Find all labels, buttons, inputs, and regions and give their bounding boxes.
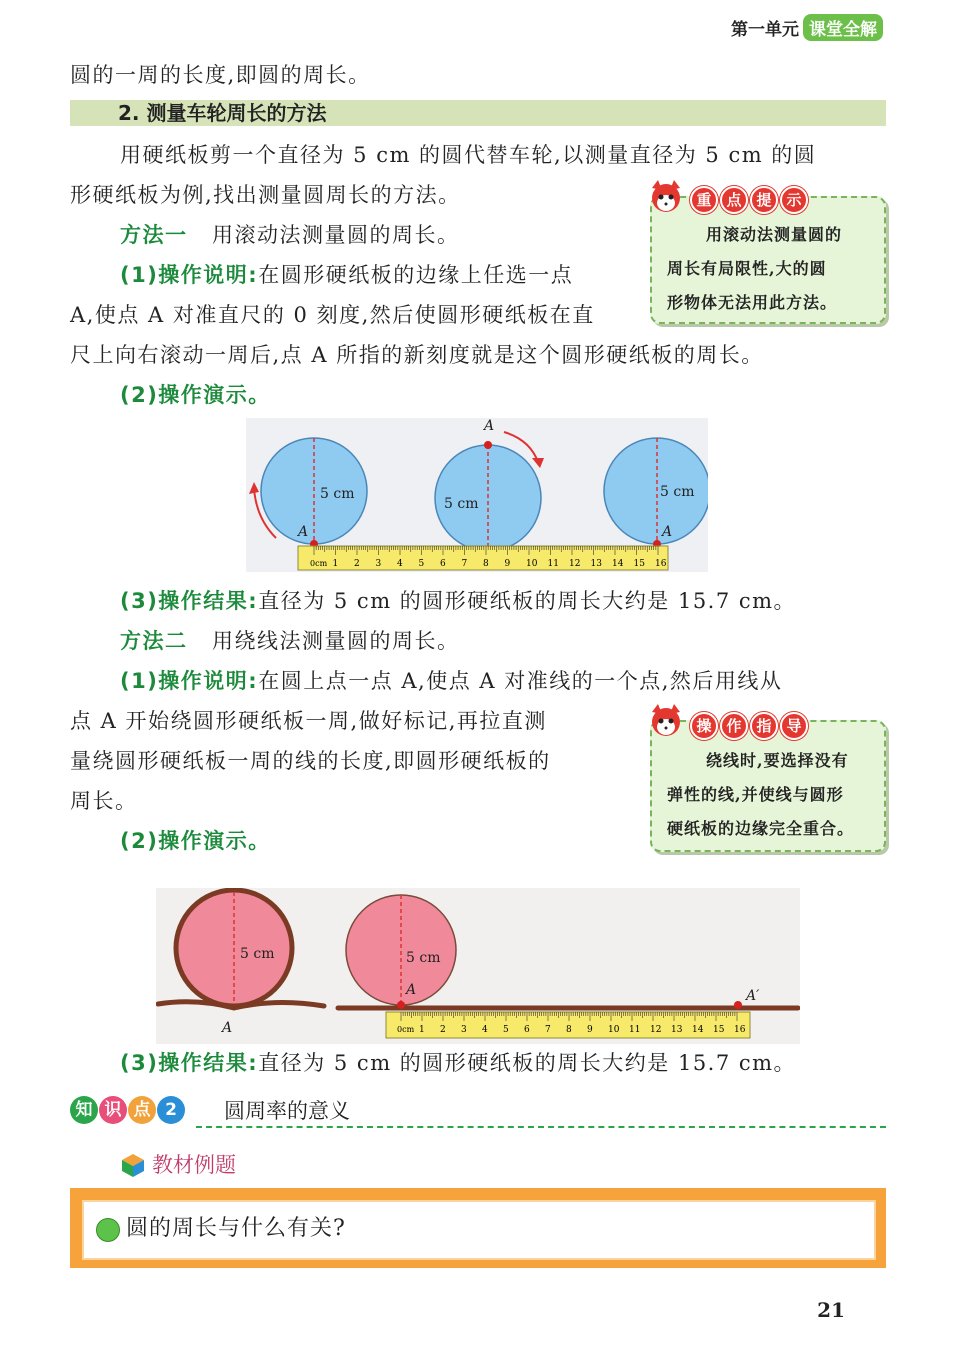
method2-step2	[120, 826, 271, 856]
tip2-line1: 绕线时,要选择没有	[706, 751, 849, 770]
ruler-tick-label: 7	[545, 1025, 551, 1035]
method1-step3-label: (3)操作结果:	[120, 589, 259, 613]
ruler-tick-label: 11	[629, 1025, 641, 1035]
ruler-unit-label: 0cm	[310, 559, 328, 568]
ruler-tick-label: 13	[671, 1025, 683, 1035]
method1-step1	[120, 260, 573, 290]
knowledge-point-title: 圆周率的意义	[224, 1099, 350, 1123]
ruler-tick-label: 8	[483, 559, 489, 569]
section-title: 2. 测量车轮周长的方法	[118, 101, 327, 125]
ruler-tick-label: 2	[354, 559, 360, 569]
method2-line	[120, 626, 460, 656]
ruler-tick-label: 3	[461, 1025, 467, 1035]
ruler-tick-label: 14	[692, 1025, 704, 1035]
tip2-line3: 硬纸板的边缘完全重合。	[667, 819, 855, 838]
tip2-char-4: 导	[780, 712, 808, 740]
ruler-tick-label: 1	[332, 559, 339, 569]
method1-line	[120, 220, 460, 250]
intro-line: 圆的一周的长度,即圆的周长。	[70, 63, 371, 87]
ruler-tick-label: 16	[655, 559, 667, 569]
kp-char-3: 点	[128, 1096, 156, 1124]
kp-number: 2	[157, 1096, 185, 1124]
ruler-tick-label: 9	[587, 1025, 593, 1035]
knowledge-point-divider	[196, 1126, 886, 1128]
winding-point-a-2: A	[406, 982, 417, 998]
unit-label: 第一单元	[731, 20, 799, 40]
method1-text: 用滚动法测量圆的周长。	[212, 223, 460, 247]
tip2-char-2: 作	[720, 712, 748, 740]
page-number: 21	[817, 1298, 845, 1322]
ruler-tick-label: 12	[650, 1025, 662, 1035]
method1-step2-label: (2)操作演示。	[120, 383, 271, 407]
ruler-tick-label: 4	[482, 1025, 488, 1035]
tip1-line1: 用滚动法测量圆的	[706, 225, 843, 244]
ruler-tick-label: 6	[440, 559, 446, 569]
method2-step3-label: (3)操作结果:	[120, 1051, 259, 1075]
method1-step3	[120, 586, 796, 616]
ruler-tick-label: 15	[713, 1025, 725, 1035]
method1-step2	[120, 380, 271, 410]
method1-step1-text: 在圆形硬纸板的边缘上任选一点	[258, 263, 574, 287]
method2-step1-line4: 周长。	[70, 789, 138, 813]
method1-label: 方法一	[120, 223, 188, 247]
tip2-header	[690, 712, 810, 740]
method1-step1-label: (1)操作说明:	[120, 263, 259, 287]
method1-step1-line2: A,使点 A 对准直尺的 0 刻度,然后使圆形硬纸板在直	[70, 303, 595, 327]
ruler-tick-label: 5	[418, 559, 425, 569]
method2-text: 用绕线法测量圆的周长。	[212, 629, 460, 653]
ruler-tick-label: 6	[524, 1025, 530, 1035]
winding-point-a-prime: A′	[746, 988, 760, 1004]
ruler-tick-label: 16	[734, 1025, 746, 1035]
rolling-point-a-middle: A	[484, 418, 495, 434]
unit-header	[731, 14, 883, 41]
rolling-method-figure	[246, 418, 708, 572]
method2-step2-label: (2)操作演示。	[120, 829, 271, 853]
tip1-char-1: 重	[690, 186, 718, 214]
method2-step1-line3: 量绕圆形硬纸板一周的线的长度,即圆形硬纸板的	[70, 749, 551, 773]
unit-badge: 课堂全解	[803, 14, 883, 41]
kp-char-2: 识	[99, 1096, 127, 1124]
example-question: 圆的周长与什么有关?	[126, 1216, 346, 1241]
ruler-tick-label: 9	[504, 559, 511, 569]
ruler-tick-label: 2	[440, 1025, 446, 1035]
tip1-char-4: 示	[780, 186, 808, 214]
winding-method-figure	[156, 888, 800, 1044]
method2-label: 方法二	[120, 629, 188, 653]
method2-step1-label: (1)操作说明:	[120, 669, 259, 693]
method2-step3	[120, 1048, 796, 1078]
tip1-line2: 周长有局限性,大的圆	[667, 259, 827, 278]
ruler-tick-label: 10	[526, 559, 538, 569]
rolling-diameter-label-2: 5 cm	[444, 496, 479, 512]
ruler-unit-label: 0cm	[397, 1025, 415, 1034]
tip2-line2: 弹性的线,并使线与圆形	[667, 785, 844, 804]
para1-line1: 用硬纸板剪一个直径为 5 cm 的圆代替车轮,以测量直径为 5 cm 的圆	[120, 143, 817, 167]
tip2-char-3: 指	[750, 712, 778, 740]
winding-point-a-1: A	[222, 1020, 233, 1036]
rolling-diameter-label-1: 5 cm	[320, 486, 355, 502]
method2-step3-text: 直径为 5 cm 的圆形硬纸板的周长大约是 15.7 cm。	[258, 1051, 797, 1075]
green-dot-icon	[96, 1218, 120, 1242]
tip2-char-1: 操	[690, 712, 718, 740]
fox-mascot-icon	[648, 704, 684, 738]
kp-char-1: 知	[70, 1096, 98, 1124]
ruler-tick-label: 4	[397, 559, 403, 569]
tip1-char-3: 提	[750, 186, 778, 214]
winding-diameter-label-1: 5 cm	[240, 946, 275, 962]
tip1-header	[690, 186, 810, 214]
knowledge-point-heading	[70, 1096, 186, 1124]
ruler-tick-label: 5	[503, 1025, 509, 1035]
rolling-point-a-end: A	[662, 524, 673, 540]
tip1-char-2: 点	[720, 186, 748, 214]
rolling-diameter-label-3: 5 cm	[660, 484, 695, 500]
ruler-tick-label: 1	[419, 1025, 425, 1035]
winding-diameter-label-2: 5 cm	[406, 950, 441, 966]
example-label: 教材例题	[152, 1153, 236, 1177]
ruler-tick-label: 7	[461, 559, 468, 569]
ruler-tick-label: 12	[569, 559, 581, 569]
ruler-tick-label: 10	[608, 1025, 620, 1035]
ruler-tick-label: 11	[547, 559, 559, 569]
ruler-tick-label: 8	[566, 1025, 572, 1035]
cube-icon	[120, 1152, 146, 1178]
method2-step1	[120, 666, 782, 696]
ruler-tick-label: 15	[633, 559, 645, 569]
ruler-tick-label: 14	[612, 559, 624, 569]
method2-step1-line2: 点 A 开始绕圆形硬纸板一周,做好标记,再拉直测	[70, 709, 547, 733]
method2-step1-text: 在圆上点一点 A,使点 A 对准线的一个点,然后用线从	[258, 669, 783, 693]
para1-line2: 形硬纸板为例,找出测量圆周长的方法。	[70, 183, 461, 207]
method1-step1-line3: 尺上向右滚动一周后,点 A 所指的新刻度就是这个圆形硬纸板的周长。	[70, 343, 764, 367]
tip1-line3: 形物体无法用此方法。	[667, 293, 838, 312]
method1-step3-text: 直径为 5 cm 的圆形硬纸板的周长大约是 15.7 cm。	[258, 589, 797, 613]
ruler-tick-label: 13	[590, 559, 602, 569]
ruler-tick-label: 3	[375, 559, 382, 569]
rolling-point-a-start: A	[298, 524, 309, 540]
fox-mascot-icon	[648, 180, 684, 214]
